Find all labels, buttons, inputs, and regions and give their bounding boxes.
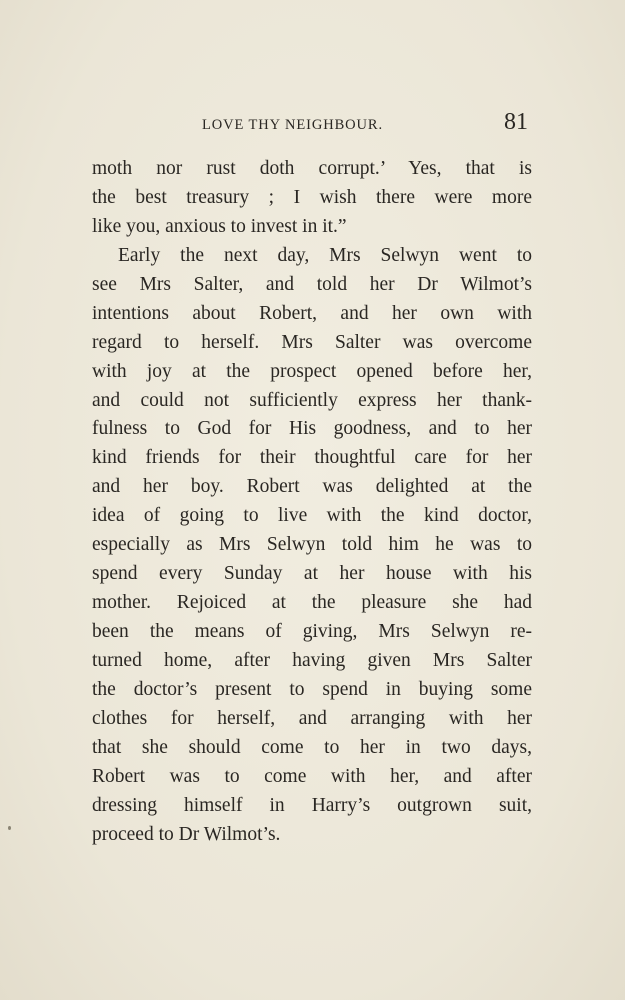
text-line: spend every Sunday at her house with his: [92, 563, 532, 585]
page-header: [92, 109, 532, 141]
paper-speck: [8, 826, 11, 830]
text-line: been the means of giving, Mrs Selwyn re-: [92, 621, 532, 642]
text-line: intentions about Robert, and her own with: [92, 302, 532, 324]
text-line: and could not sufficiently express her thank-: [92, 389, 532, 411]
body-text: [92, 155, 532, 850]
text-line: the best treasury ; I wish there were more: [92, 186, 532, 208]
text-line: kind friends for their thoughtful care for her: [92, 447, 532, 469]
text-line: especially as Mrs Selwyn told him he was to: [92, 534, 532, 556]
running-title: LOVE THY NEIGHBOUR.: [202, 117, 384, 133]
text-line: see Mrs Salter, and told her Dr Wilmot’s: [92, 273, 532, 295]
text-line: Early the next day, Mrs Selwyn went to: [118, 244, 532, 266]
text-line: regard to herself. Mrs Salter was overcome: [92, 331, 532, 353]
text-line: moth nor rust doth corrupt.’ Yes, that is: [92, 158, 532, 179]
text-line: Robert was to come with her, and after: [92, 765, 532, 787]
text-line: proceed to Dr Wilmot’s.: [92, 823, 281, 845]
text-line: and her boy. Robert was delighted at the: [92, 476, 532, 498]
text-line: fulness to God for His goodness, and to her: [92, 418, 532, 440]
text-line: dressing himself in Harry’s outgrown suit,: [92, 794, 532, 816]
text-line: with joy at the prospect opened before her,: [92, 360, 532, 382]
text-line: turned home, after having given Mrs Salter: [92, 649, 532, 671]
text-line: like you, anxious to invest in it.”: [92, 215, 347, 237]
text-line: that she should come to her in two days,: [92, 736, 532, 758]
text-line: clothes for herself, and arranging with her: [92, 707, 532, 729]
text-line: idea of going to live with the kind doctor,: [92, 505, 532, 527]
text-line: the doctor’s present to spend in buying some: [92, 678, 532, 700]
text-line: mother. Rejoiced at the pleasure she had: [92, 592, 532, 614]
page-number: 81: [504, 109, 528, 135]
